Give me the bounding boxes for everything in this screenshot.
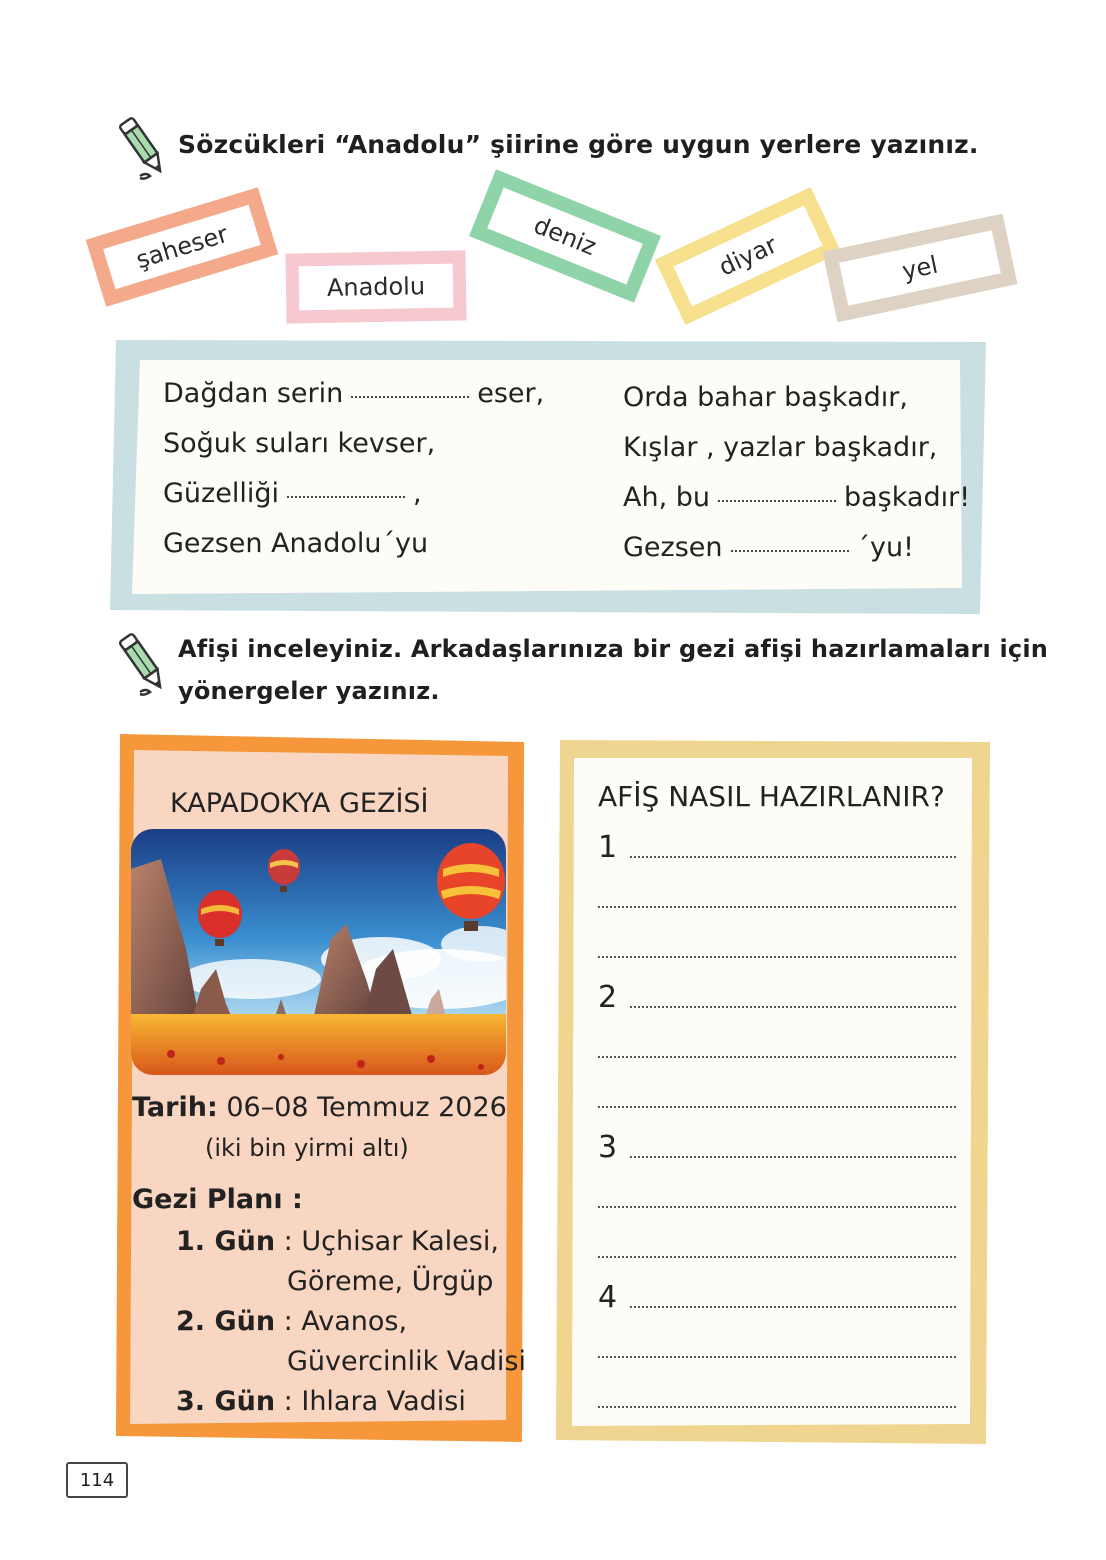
poem-right-line-4 — [623, 532, 914, 563]
pencil-icon — [118, 628, 170, 704]
poem-left-line-1 — [163, 378, 544, 409]
word-card-deniz[interactable] — [469, 169, 661, 302]
poem-right-line-2: Kışlar , yazlar başkadır, — [623, 432, 938, 463]
blank-line[interactable] — [718, 500, 836, 502]
day-place: Uçhisar Kalesi, — [301, 1226, 499, 1257]
day-label: 3. Gün — [176, 1386, 276, 1417]
answer-line[interactable] — [598, 1056, 956, 1058]
word-card-label: deniz — [529, 210, 601, 262]
poster-title: KAPADOKYA GEZİSİ — [170, 788, 429, 819]
step-number-3: 3 — [598, 1130, 618, 1165]
answer-line[interactable] — [598, 1206, 956, 1208]
plan-day-2-cont: Güvercinlik Vadisi — [287, 1346, 526, 1377]
page-number-box — [66, 1462, 128, 1498]
plan-day-1-cont: Göreme, Ürgüp — [287, 1266, 494, 1297]
poem-left-line-2: Soğuk suları kevser, — [163, 428, 436, 459]
blank-line[interactable] — [351, 396, 469, 398]
plan-day-2 — [176, 1306, 407, 1337]
day-label: 2. Gün — [176, 1306, 276, 1337]
plan-day-3 — [176, 1386, 466, 1417]
page-number: 114 — [79, 1469, 115, 1491]
answer-line[interactable] — [630, 856, 956, 858]
word-card-saheser[interactable] — [86, 187, 279, 307]
poem-text: Dağdan serin — [163, 378, 344, 409]
howto-frame — [554, 736, 994, 1448]
answer-line[interactable] — [630, 1156, 956, 1158]
poem-text: Gezsen — [623, 532, 723, 563]
howto-title: AFİŞ NASIL HAZIRLANIR? — [598, 780, 945, 813]
day-place: Ihlara Vadisi — [301, 1386, 466, 1417]
word-card-label: şaheser — [132, 219, 232, 275]
day-sep: : — [283, 1226, 293, 1257]
exercise2-instruction-line2: yönergeler yazınız. — [178, 677, 440, 705]
exercise1-instruction: Sözcükleri “Anadolu” şiirine göre uygun yerlere yazınız. — [178, 130, 979, 159]
pencil-icon — [118, 112, 170, 188]
exercise2-instruction-line1: Afişi inceleyiniz. Arkadaşlarınıza bir gezi afişi hazırlamaları için — [178, 635, 1049, 663]
answer-line[interactable] — [598, 1256, 956, 1258]
step-number-2: 2 — [598, 980, 618, 1015]
poem-text: Güzelliği — [163, 478, 279, 509]
poem-left-line-4: Gezsen Anadolu´yu — [163, 528, 429, 559]
poem-text: Ah, bu — [623, 482, 710, 513]
poster-date — [132, 1092, 507, 1123]
day-place: Avanos, — [301, 1306, 408, 1337]
poem-text: , — [412, 478, 422, 509]
plan-day-1 — [176, 1226, 499, 1257]
poem-right-line-1: Orda bahar başkadır, — [623, 382, 908, 413]
step-number-1: 1 — [598, 830, 618, 865]
word-card-anadolu[interactable] — [285, 250, 466, 323]
word-card-label: yel — [899, 250, 941, 286]
date-in-words: (iki bin yirmi altı) — [205, 1134, 409, 1162]
answer-line[interactable] — [598, 956, 956, 958]
word-card-label: diyar — [714, 230, 782, 282]
word-card-yel[interactable] — [823, 214, 1018, 323]
blank-line[interactable] — [287, 496, 405, 498]
answer-line[interactable] — [630, 1006, 956, 1008]
day-label: 1. Gün — [176, 1226, 276, 1257]
answer-line[interactable] — [598, 1356, 956, 1358]
step-number-4: 4 — [598, 1280, 618, 1315]
answer-line[interactable] — [598, 906, 956, 908]
poem-text: başkadır! — [844, 482, 971, 513]
date-value: 06–08 Temmuz 2026 — [226, 1092, 507, 1123]
cappadocia-image — [131, 829, 506, 1075]
poem-text: ´yu! — [856, 532, 914, 563]
plan-label: Gezi Planı : — [132, 1184, 303, 1215]
day-sep: : — [283, 1386, 293, 1417]
poem-text: eser, — [477, 378, 545, 409]
answer-line[interactable] — [598, 1406, 956, 1408]
answer-line[interactable] — [598, 1106, 956, 1108]
answer-line[interactable] — [630, 1306, 956, 1308]
poem-left-line-3 — [163, 478, 422, 509]
day-sep: : — [283, 1306, 293, 1337]
blank-line[interactable] — [731, 550, 849, 552]
word-card-diyar[interactable] — [655, 187, 841, 325]
poem-right-line-3 — [623, 482, 970, 513]
date-label: Tarih: — [132, 1092, 218, 1123]
word-card-label: Anadolu — [326, 272, 426, 302]
